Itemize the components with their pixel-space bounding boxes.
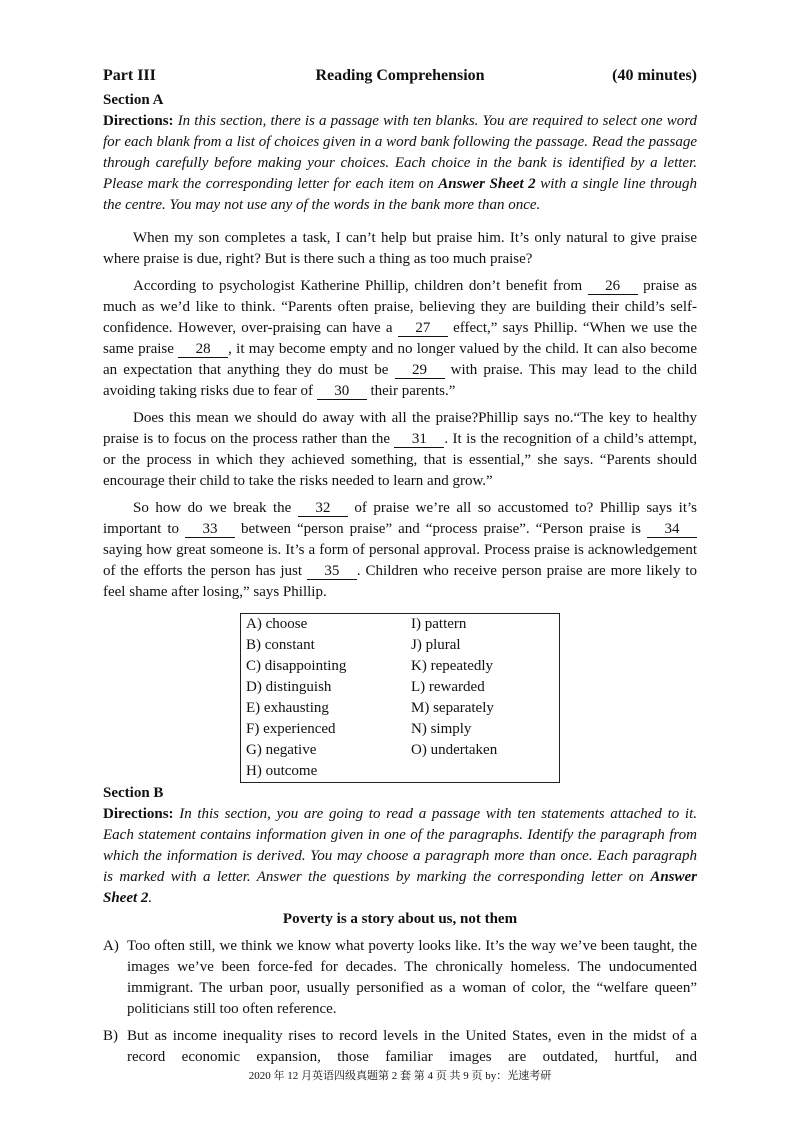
section-a-passage	[103, 228, 697, 603]
passage-text: , it may become empty and no longer valued by the child. It can also become an expectation that anything they do must be	[103, 341, 697, 378]
passage-text: saying how great someone is. It’s a form of personal approval. Process praise is acknowledgement of the efforts the person has just	[103, 542, 697, 579]
blank-33: 33	[185, 522, 235, 538]
passage-text: praise as much as we’d like to think. “Parents often praise, believing they are building their child’s self-confidence. However, over-praising can have a	[103, 278, 697, 336]
passage-text: When my son completes a task, I can’t help but praise him. It’s only natural to give praise where praise is due, right? But is there such a thing as too much praise?	[103, 230, 697, 267]
blank-31: 31	[394, 432, 444, 448]
directions-text-end: .	[148, 890, 153, 906]
section-a-directions	[103, 111, 697, 216]
blank-34: 34	[647, 522, 697, 538]
passage-text: with praise. This may lead to the child avoiding taking risks due to fear of	[103, 362, 697, 399]
paragraph-label: A)	[103, 938, 119, 954]
word-bank-item: L) rewarded	[411, 679, 485, 695]
part-header	[103, 65, 697, 86]
word-bank-item: I) pattern	[411, 616, 467, 632]
blank-32: 32	[298, 501, 348, 517]
passage-text: Does this mean we should do away with all the praise?Phillip says no.“The key to healthy praise is to focus on the process rather than the	[103, 410, 697, 447]
word-bank-item: G) negative	[246, 742, 317, 758]
passage-title: Poverty is a story about us, not them	[282, 911, 518, 927]
word-bank-item: K) repeatedly	[411, 658, 494, 674]
passage-paragraph-4	[103, 498, 697, 603]
blank-27: 27	[398, 321, 448, 337]
word-bank-item: F) experienced	[246, 721, 336, 737]
directions-label: Directions:	[103, 113, 174, 129]
section-b-heading: Section B	[103, 785, 164, 801]
word-bank-item: B) constant	[246, 637, 315, 653]
blank-26: 26	[588, 279, 638, 295]
paragraph-text: Too often still, we think we know what poverty looks like. It’s the way we’ve been taught, the images we’ve been force-fed for decades. The chronically homeless. The undocumented immigrant. The urban poor, usually personified as a woman of color, the “welfare queen” politicians still too often reference.	[127, 938, 697, 1017]
word-bank-item: H) outcome	[246, 763, 318, 779]
word-bank-item: M) separately	[411, 700, 494, 716]
blank-35: 35	[307, 564, 357, 580]
word-bank-column-right	[411, 614, 559, 782]
word-bank-item: N) simply	[411, 721, 472, 737]
paragraph-a	[103, 936, 697, 1020]
directions-label: Directions:	[103, 806, 174, 822]
passage-text: . It is the recognition of a child’s attempt, or the process in which they achieved something, that is essential,” she says. “Parents should encourage their child to take the risks needed to learn and grow.”	[103, 431, 697, 489]
passage-paragraph-1	[103, 228, 697, 270]
section-a-heading: Section A	[103, 92, 164, 108]
paragraph-b	[103, 1026, 697, 1068]
exam-page	[103, 65, 697, 1068]
word-bank-item: J) plural	[411, 637, 461, 653]
passage-text: effect,” says Phillip. “When we use the same praise	[103, 320, 697, 357]
paragraph-label: B)	[103, 1028, 118, 1044]
passage-text: between “person praise” and “process praise”. “Person praise is	[235, 521, 647, 537]
word-bank-item: O) undertaken	[411, 742, 498, 758]
passage-text: of praise we’re all so accustomed to? Phillip says it’s important to	[103, 500, 697, 537]
word-bank	[240, 613, 560, 783]
word-bank-column-left	[241, 614, 411, 782]
word-bank-item: D) distinguish	[246, 679, 332, 695]
part-number: Part III	[103, 67, 156, 84]
directions-text-end: with a single line through the centre. You may not use any of the words in the bank more than once.	[103, 176, 697, 213]
passage-paragraph-2	[103, 276, 697, 402]
passage-text: According to psychologist Katherine Phillip, children don’t benefit from	[133, 278, 588, 294]
word-bank-item: C) disappointing	[246, 658, 347, 674]
passage-text: their parents.”	[366, 383, 456, 399]
paragraph-text: But as income inequality rises to record levels in the United States, even in the midst of a record economic expansion, those familiar images are outdated, hurtful, and	[127, 1028, 697, 1065]
passage-paragraph-3	[103, 408, 697, 492]
blank-28: 28	[178, 342, 228, 358]
blank-30: 30	[317, 384, 367, 400]
word-bank-item: E) exhausting	[246, 700, 329, 716]
page-footer: 2020 年 12 月英语四级真题第 2 套 第 4 页 共 9 页 by：光速考研	[248, 1070, 552, 1082]
section-b-directions	[103, 804, 697, 909]
passage-text: So how do we break the	[133, 500, 298, 516]
word-bank-item: A) choose	[246, 616, 308, 632]
directions-text: In this section, there is a passage with ten blanks. You are required to select one word for each blank from a list of choices given in a word bank following the passage. Read the passage through carefully before making your choices. Each choice in the bank is identified by a letter. Please mark the corresponding letter for each item on	[103, 113, 698, 192]
blank-29: 29	[395, 363, 445, 379]
time-limit: (40 minutes)	[612, 67, 697, 84]
directions-text: In this section, you are going to read a passage with ten statements attached to it. Each statement contains information given in one of the paragraphs. Identify the paragraph from which the information is derived. You may choose a paragraph more than once. Each paragraph is marked with a letter. Answer the questions by marking the corresponding letter on	[103, 806, 697, 885]
answer-sheet-reference: Answer Sheet 2	[438, 176, 536, 192]
answer-sheet-reference: Answer Sheet 2	[103, 869, 697, 906]
passage-text: . Children who receive person praise are more likely to feel shame after losing,” says Phillip.	[103, 563, 697, 600]
part-title: Reading Comprehension	[315, 67, 485, 84]
